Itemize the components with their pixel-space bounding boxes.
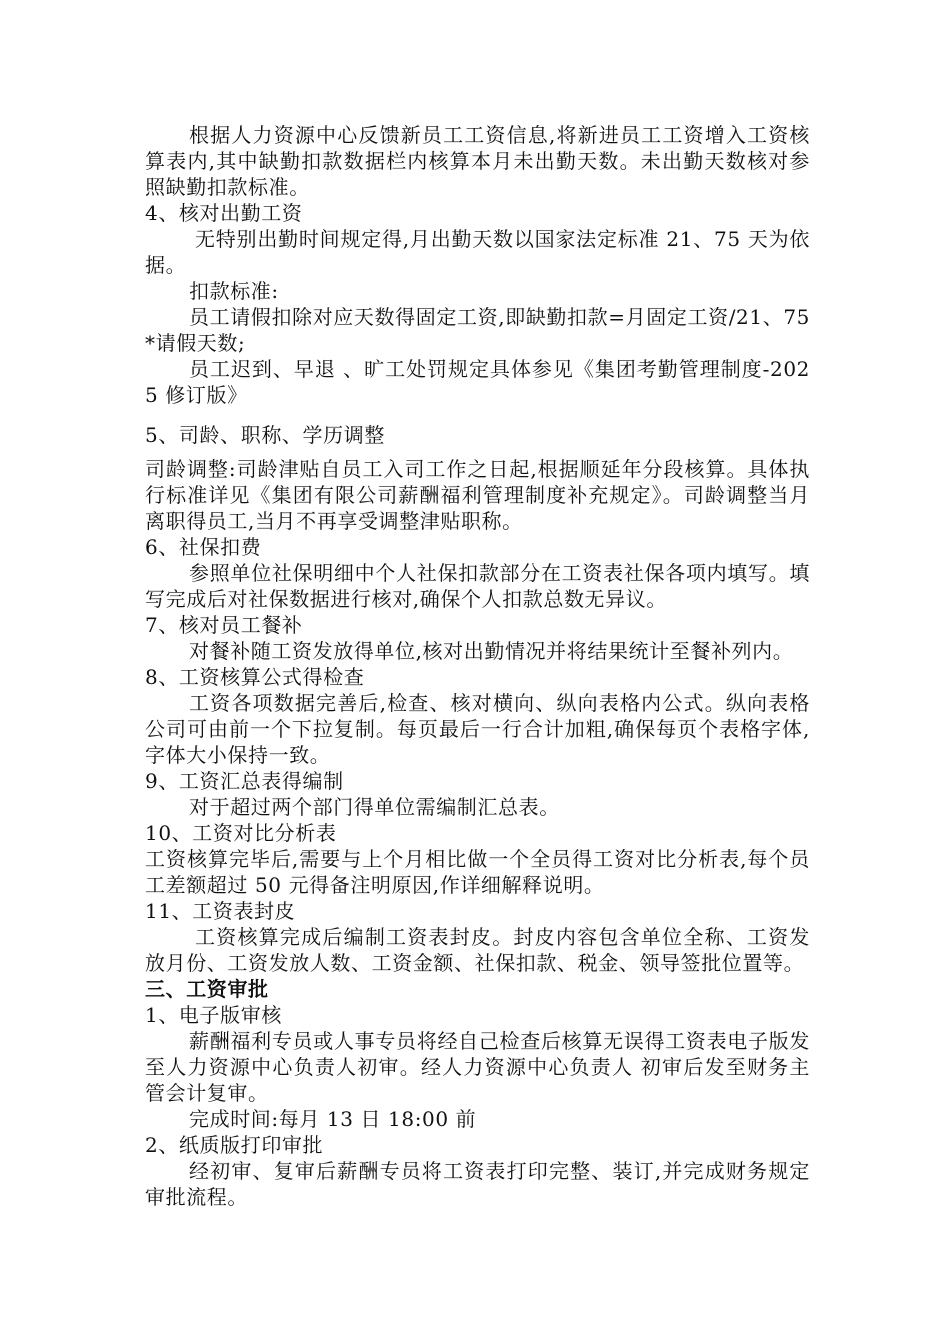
heading-paper-approval: 2、纸质版打印审批	[145, 1133, 324, 1157]
heading-seniority-adjustment: 5、司龄、职称、学历调整	[145, 423, 385, 447]
paragraph-formula-check: 工资各项数据完善后,检查、核对横向、纵向表格内公式。纵向表格公司可由前一个下拉复制。每页最后一行合计加粗,确保每页个表格字体,字体大小保持一致。	[145, 691, 810, 767]
paragraph-social-insurance: 参照单位社保明细中个人社保扣款部分在工资表社保各项内填写。填写完成后对社保数据进行核对,确保个人扣款总数无异议。	[145, 561, 810, 611]
paragraph-summary-table: 对于超过两个部门得单位需编制汇总表。	[189, 795, 560, 819]
heading-formula-check: 8、工资核算公式得检查	[145, 665, 365, 689]
paragraph-paper-approval: 经初审、复审后薪酬专员将工资表打印完整、装订,并完成财务规定审批流程。	[145, 1159, 810, 1209]
heading-salary-cover: 11、工资表封皮	[145, 899, 296, 923]
heading-social-insurance: 6、社保扣费	[145, 535, 262, 559]
paragraph-leave-deduction: 员工请假扣除对应天数得固定工资,即缺勤扣款=月固定工资/21、75*请假天数;	[145, 305, 810, 355]
paragraph-electronic-review: 薪酬福利专员或人事专员将经自己检查后核算无误得工资表电子版发至人力资源中心负责人初审。经人力资源中心负责人 初审后发至财务主管会计复审。	[145, 1029, 810, 1105]
paragraph-salary-cover: 工资核算完成后编制工资表封皮。封皮内容包含单位全称、工资发放月份、工资发放人数、工资金额、社保扣款、税金、领导签批位置等。	[145, 925, 810, 975]
heading-electronic-review: 1、电子版审核	[145, 1003, 282, 1027]
section-heading-salary-approval: 三、工资审批	[145, 977, 269, 1001]
paragraph-meal-allowance: 对餐补随工资发放得单位,核对出勤情况并将结果统计至餐补列内。	[189, 639, 794, 663]
paragraph-new-employee-salary: 根据人力资源中心反馈新员工工资信息,将新进员工工资增入工资核算表内,其中缺勤扣款数据栏内核算本月未出勤天数。未出勤天数核对参照缺勤扣款标准。	[145, 123, 810, 199]
paragraph-completion-time: 完成时间:每月 13 日 18:00 前	[189, 1107, 477, 1131]
heading-comparison-table: 10、工资对比分析表	[145, 821, 337, 845]
paragraph-comparison-table: 工资核算完毕后,需要与上个月相比做一个全员得工资对比分析表,每个员工差额超过 50 元得备注明原因,作详细解释说明。	[145, 847, 810, 897]
paragraph-seniority-adjustment: 司龄调整:司龄津贴自员工入司工作之日起,根据顺延年分段核算。具体执行标准详见《集团有限公司薪酬福利管理制度补充规定》。司龄调整当月离职得员工,当月不再享受调整津贴职称。	[145, 457, 810, 533]
label-deduction-standard: 扣款标准:	[189, 279, 279, 303]
paragraph-lateness-penalty: 员工迟到、早退 、旷工处罚规定具体参见《集团考勤管理制度-2025 修订版》	[145, 357, 810, 407]
paragraph-attendance-standard: 无特别出勤时间规定得,月出勤天数以国家法定标准 21、75 天为依据。	[145, 227, 810, 277]
document-body	[145, 122, 810, 1210]
heading-meal-allowance: 7、核对员工餐补	[145, 613, 303, 637]
heading-attendance-check: 4、核对出勤工资	[145, 201, 303, 225]
heading-summary-table: 9、工资汇总表得编制	[145, 769, 344, 793]
